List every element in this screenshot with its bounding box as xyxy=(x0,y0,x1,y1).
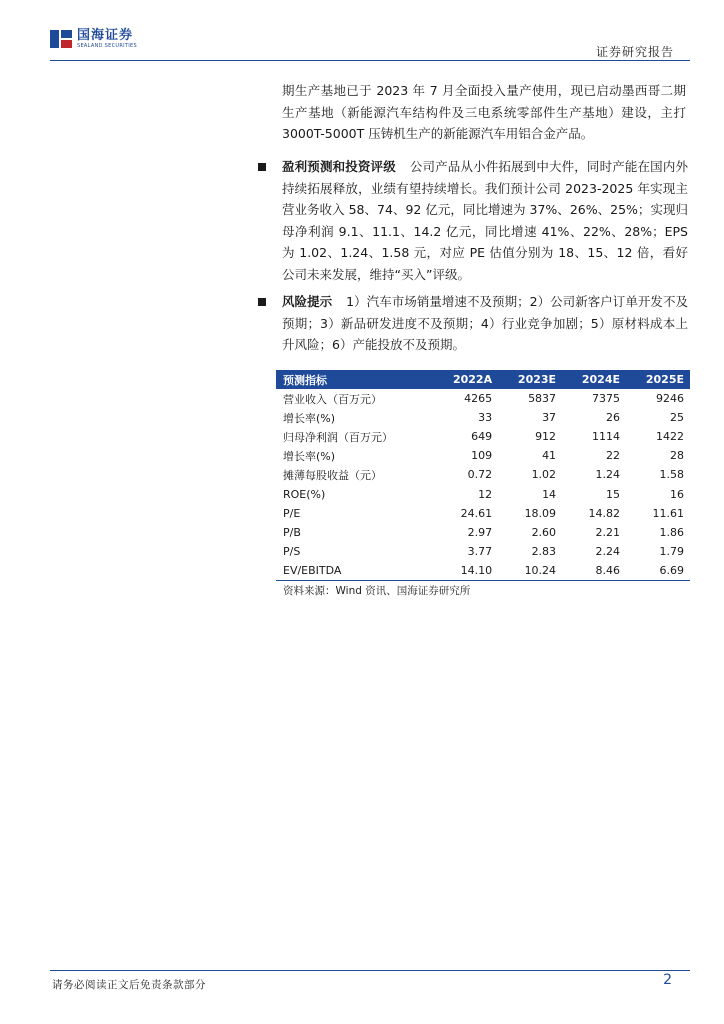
table-cell: ROE(%) xyxy=(283,487,326,501)
bullet-title: 风险提示 xyxy=(282,294,333,309)
table-cell: 4265 xyxy=(464,392,493,406)
bullet-text: 公司产品从小件拓展到中大件，同时产能在国内外持续拓展释放，业绩有望持续增长。我们预计公司 2023-2025 年实现主营业务收入 58、74、92 亿元，同比增速为 37%、26%、25%；实现归母净利润 9.1、11.1、14.2 亿元，同比增速 41%、22%、28%；EPS 为 1.02、1.24、1.58 元，对应 PE 估值分别为 18、15、12 倍，看好公司未来发展，维持“买入”评级。 xyxy=(282,159,688,282)
table-cell: 1.58 xyxy=(659,468,684,482)
table-cell: 1114 xyxy=(592,430,621,444)
table-header-cell: 预测指标 xyxy=(276,370,433,389)
table-cell: 2.24 xyxy=(595,544,621,558)
table-row xyxy=(276,484,690,503)
table-cell: 2.60 xyxy=(531,525,557,539)
table-cell: 1.86 xyxy=(659,525,684,539)
table-header-row xyxy=(276,370,690,389)
table-cell: P/E xyxy=(283,506,301,520)
table-cell: 109 xyxy=(471,449,493,463)
table-row xyxy=(276,465,690,484)
bullet-text: 1）汽车市场销量增速不及预期；2）公司新客户订单开发不及预期；3）新品研发进度不及预期；4）行业竞争加剧；5）原材料成本上升风险；6）产能投放不及预期。 xyxy=(282,294,688,352)
table-row xyxy=(276,561,690,581)
table-cell: 1.24 xyxy=(595,468,621,482)
page-header xyxy=(0,0,724,62)
table-cell: 24.61 xyxy=(460,506,493,520)
company-logo xyxy=(50,28,137,50)
bullet-square-icon xyxy=(258,163,266,171)
table-cell: 0.72 xyxy=(467,468,493,482)
table-header-cell: 2022A xyxy=(433,370,498,389)
table-cell: 16 xyxy=(670,487,684,501)
table-row xyxy=(276,523,690,542)
table-cell: 1.79 xyxy=(659,544,684,558)
table-cell: P/S xyxy=(283,544,301,558)
table-cell: 2.21 xyxy=(595,525,621,539)
table-cell: 1.02 xyxy=(531,468,557,482)
table-cell: 5837 xyxy=(528,392,557,406)
table-cell: 归母净利润（百万元） xyxy=(283,430,393,444)
table-row xyxy=(276,504,690,523)
table-cell: 8.46 xyxy=(562,561,626,581)
table-cell: 3.77 xyxy=(467,544,493,558)
table-cell: 25 xyxy=(670,411,684,425)
intro-paragraph: 期生产基地已于 2023 年 7 月全面投入量产使用，现已启动墨西哥二期生产基地（新能源汽车结构件及三电系统零部件生产基地）建设，主打 3000T-5000T 压铸机生产的新能源汽车用铝合金产品。 xyxy=(282,83,686,141)
bullet-forecast-rating xyxy=(258,156,688,285)
table-cell: 11.61 xyxy=(652,506,684,520)
table-cell: 14.82 xyxy=(588,506,621,520)
table-cell: 营业收入（百万元） xyxy=(283,392,382,406)
table-row xyxy=(276,389,690,408)
table-header-cell: 2023E xyxy=(498,370,562,389)
footer-divider xyxy=(50,970,690,971)
table-cell: 12 xyxy=(478,487,493,501)
page-number: 2 xyxy=(663,972,672,988)
table-cell: 6.69 xyxy=(626,561,690,581)
forecast-table xyxy=(276,370,690,581)
table-cell: P/B xyxy=(283,525,301,539)
table-row xyxy=(276,408,690,427)
table-cell: 14 xyxy=(542,487,557,501)
table-source-note: 资料来源：Wind 资讯、国海证券研究所 xyxy=(283,585,471,597)
table-cell: 1422 xyxy=(656,430,684,444)
table-cell: 18.09 xyxy=(524,506,557,520)
logo-name-cn: 国海证券 xyxy=(77,28,134,43)
table-cell: 28 xyxy=(670,449,684,463)
table-cell: 26 xyxy=(606,411,621,425)
table-cell: 摊薄每股收益（元） xyxy=(283,468,382,482)
header-divider xyxy=(50,60,690,61)
table-cell: 9246 xyxy=(656,392,684,406)
logo-name-en: SEALAND SECURITIES xyxy=(77,43,137,49)
table-cell: 37 xyxy=(542,411,557,425)
table-cell: 2.97 xyxy=(467,525,493,539)
table-cell: 912 xyxy=(535,430,557,444)
bullet-title: 盈利预测和投资评级 xyxy=(282,159,396,174)
table-cell: EV/EBITDA xyxy=(276,561,433,581)
table-cell: 33 xyxy=(478,411,493,425)
table-row xyxy=(276,427,690,446)
table-cell: 649 xyxy=(471,430,493,444)
table-row xyxy=(276,446,690,465)
table-cell: 2.83 xyxy=(531,544,557,558)
table-cell: 增长率(%) xyxy=(283,449,336,463)
table-header-cell: 2024E xyxy=(562,370,626,389)
table-cell: 增长率(%) xyxy=(283,411,336,425)
table-cell: 41 xyxy=(542,449,557,463)
table-cell: 10.24 xyxy=(498,561,562,581)
table-cell: 15 xyxy=(606,487,621,501)
table-row xyxy=(276,542,690,561)
table-cell: 22 xyxy=(606,449,621,463)
bullet-risk-warning xyxy=(258,291,688,356)
bullet-square-icon xyxy=(258,298,266,306)
footer-disclaimer: 请务必阅读正文后免责条款部分 xyxy=(52,979,206,991)
report-type-label: 证券研究报告 xyxy=(595,45,674,59)
table-cell: 14.10 xyxy=(433,561,498,581)
table-cell: 7375 xyxy=(592,392,621,406)
table-header-cell: 2025E xyxy=(626,370,690,389)
logo-icon xyxy=(50,28,72,50)
